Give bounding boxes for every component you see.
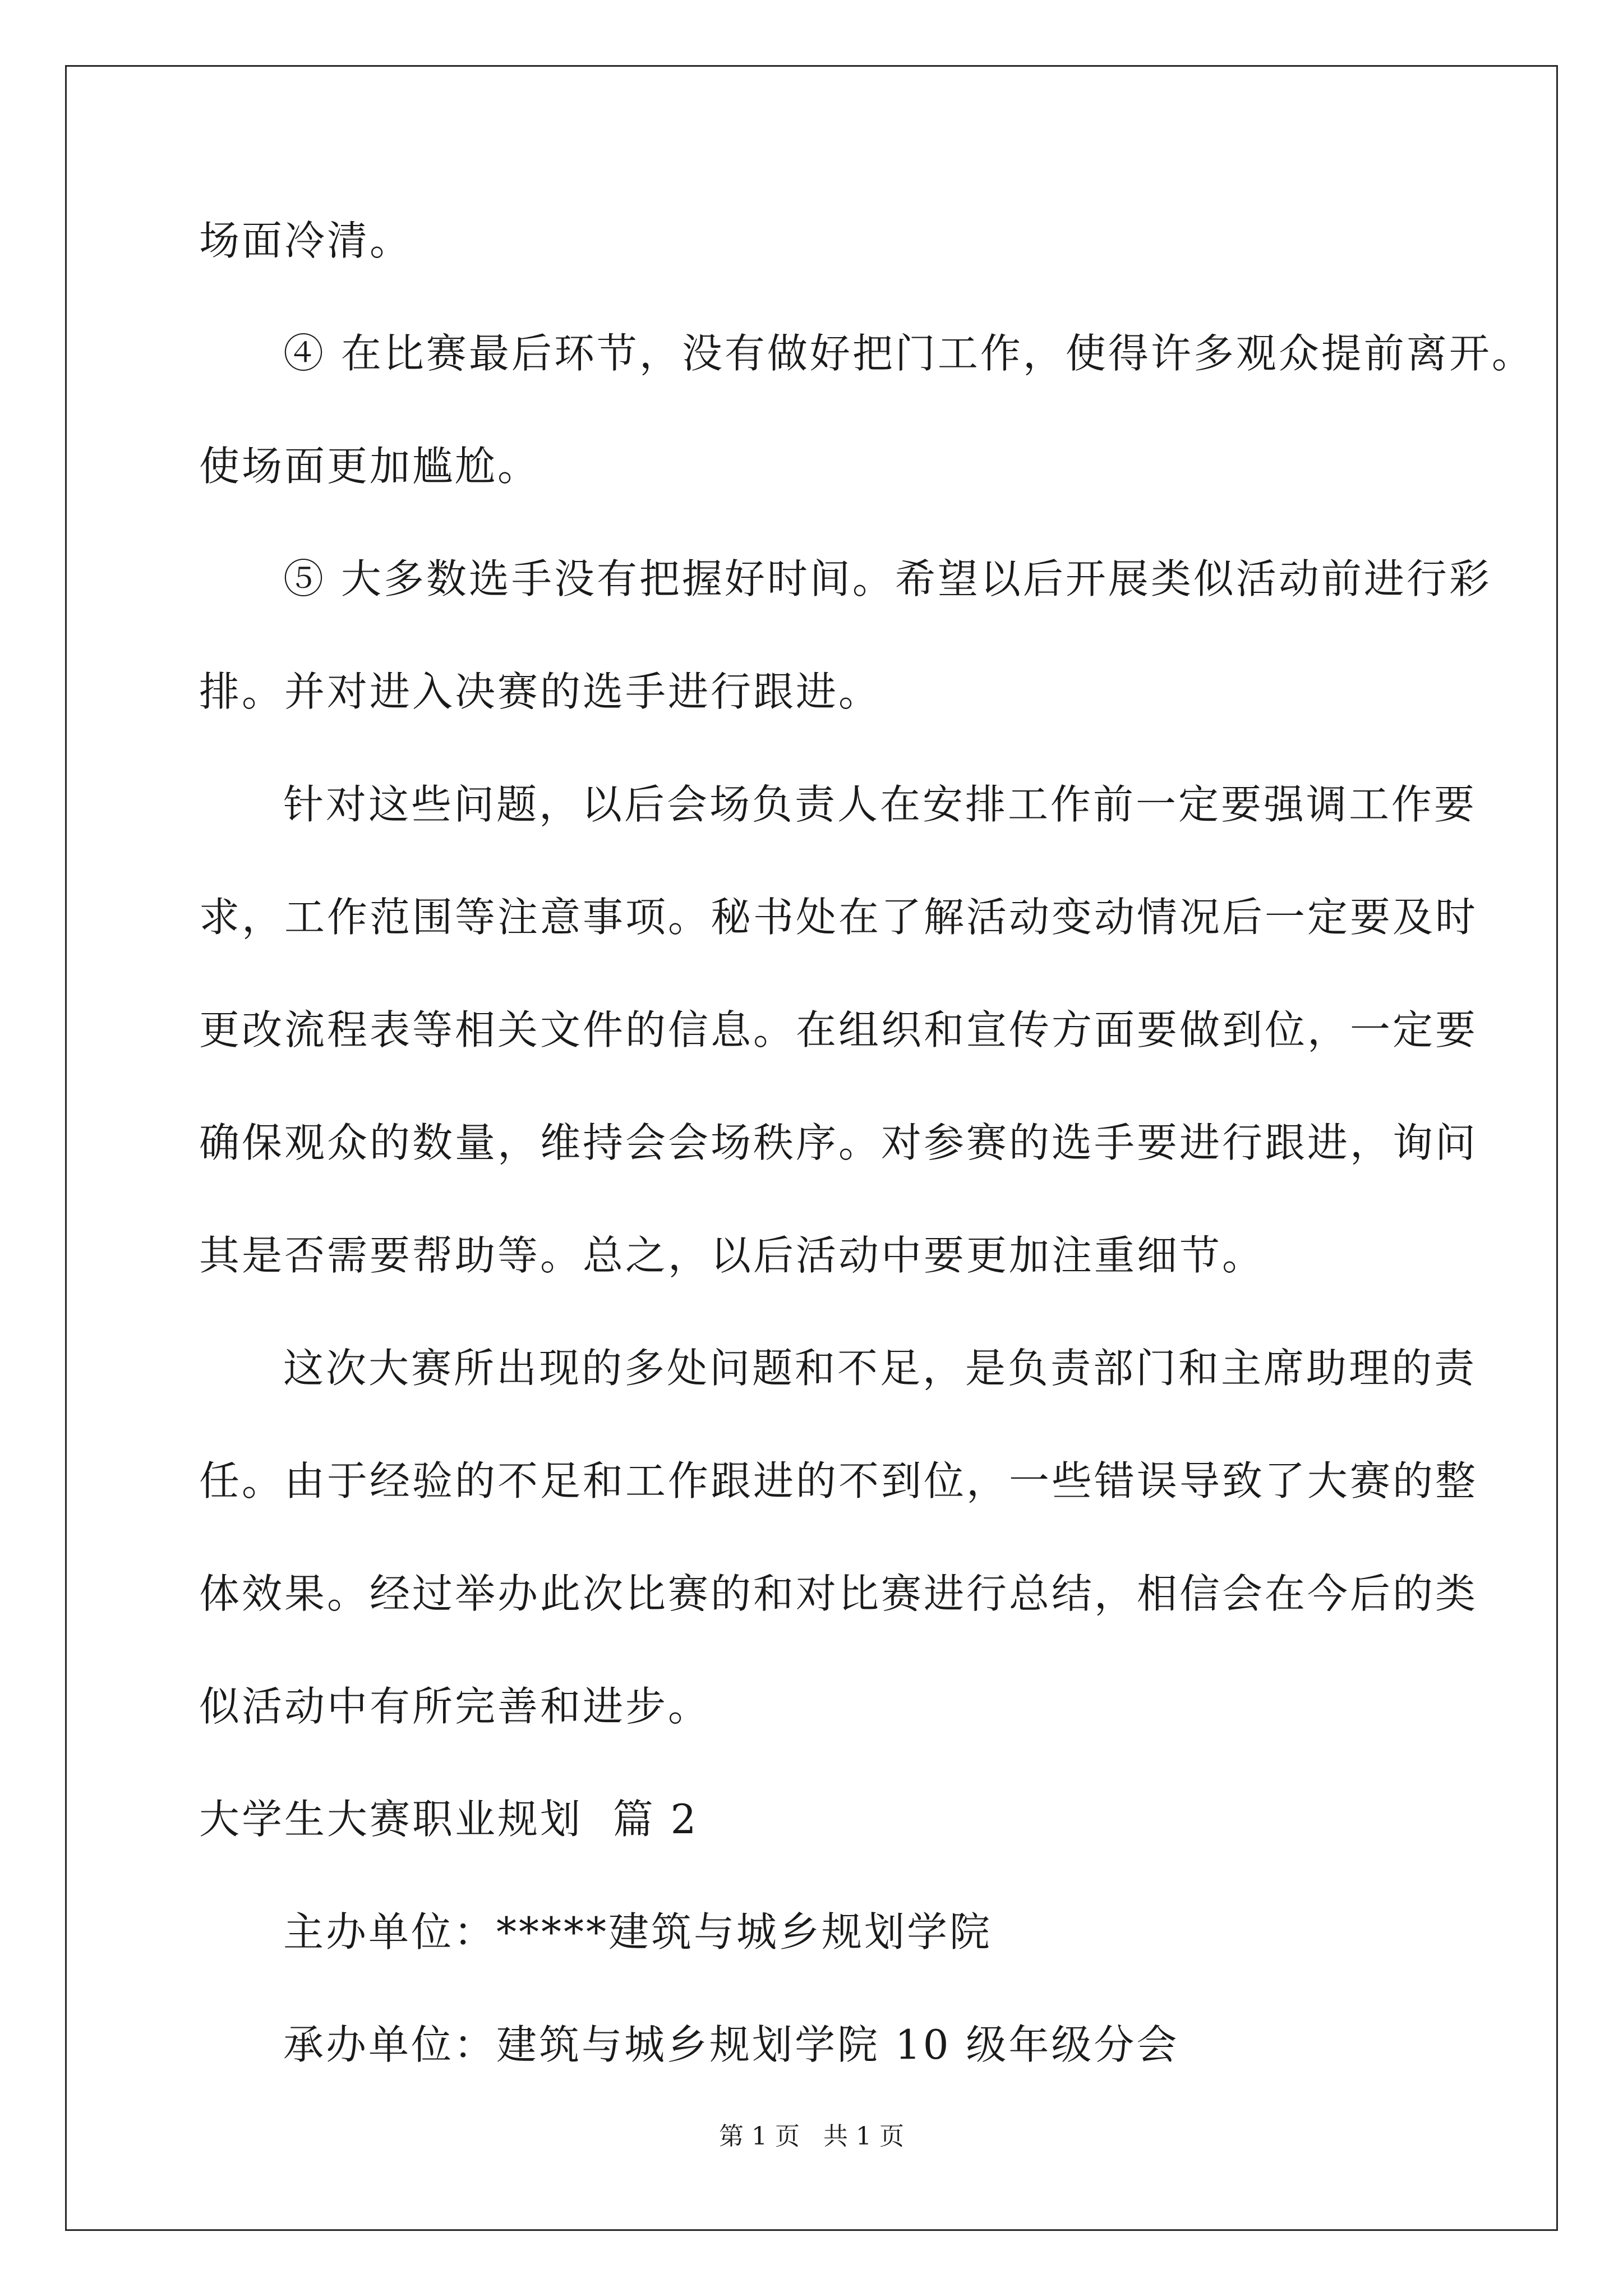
text-line: 更改流程表等相关文件的信息。在组织和宣传方面要做到位，一定要 [199,1006,1478,1053]
section-heading: 大学生大赛职业规划 篇 2 [199,1796,699,1843]
text-line: ④ 在比赛最后环节，没有做好把门工作，使得许多观众提前离开。 [283,330,1534,377]
text-line: 使场面更加尴尬。 [199,443,541,490]
text-line: 求，工作范围等注意事项。秘书处在了解活动变动情况后一定要及时 [199,894,1478,941]
text-line: 场面冷清。 [199,217,413,264]
text-line: 承办单位：建筑与城乡规划学院 10 级年级分会 [283,2021,1179,2068]
page-number-footer: 第 1 页 共 1 页 [719,2122,904,2151]
text-line: 针对这些问题，以后会场负责人在安排工作前一定要强调工作要 [283,781,1477,828]
text-line: 任。由于经验的不足和工作跟进的不到位，一些错误导致了大赛的整 [199,1457,1478,1504]
text-line: 确保观众的数量，维持会会场秩序。对参赛的选手要进行跟进，询问 [199,1119,1478,1166]
text-line: 主办单位：*****建筑与城乡规划学院 [283,1908,993,1955]
text-line: 似活动中有所完善和进步。 [199,1683,711,1730]
text-line: 这次大赛所出现的多处问题和不足，是负责部门和主席助理的责 [283,1345,1477,1392]
text-line: ⑤ 大多数选手没有把握好时间。希望以后开展类似活动前进行彩 [283,555,1492,602]
text-line: 体效果。经过举办此次比赛的和对比赛进行总结，相信会在今后的类 [199,1570,1478,1617]
text-line: 排。并对进入决赛的选手进行跟进。 [199,668,882,715]
text-line: 其是否需要帮助等。总之，以后活动中要更加注重细节。 [199,1232,1265,1279]
